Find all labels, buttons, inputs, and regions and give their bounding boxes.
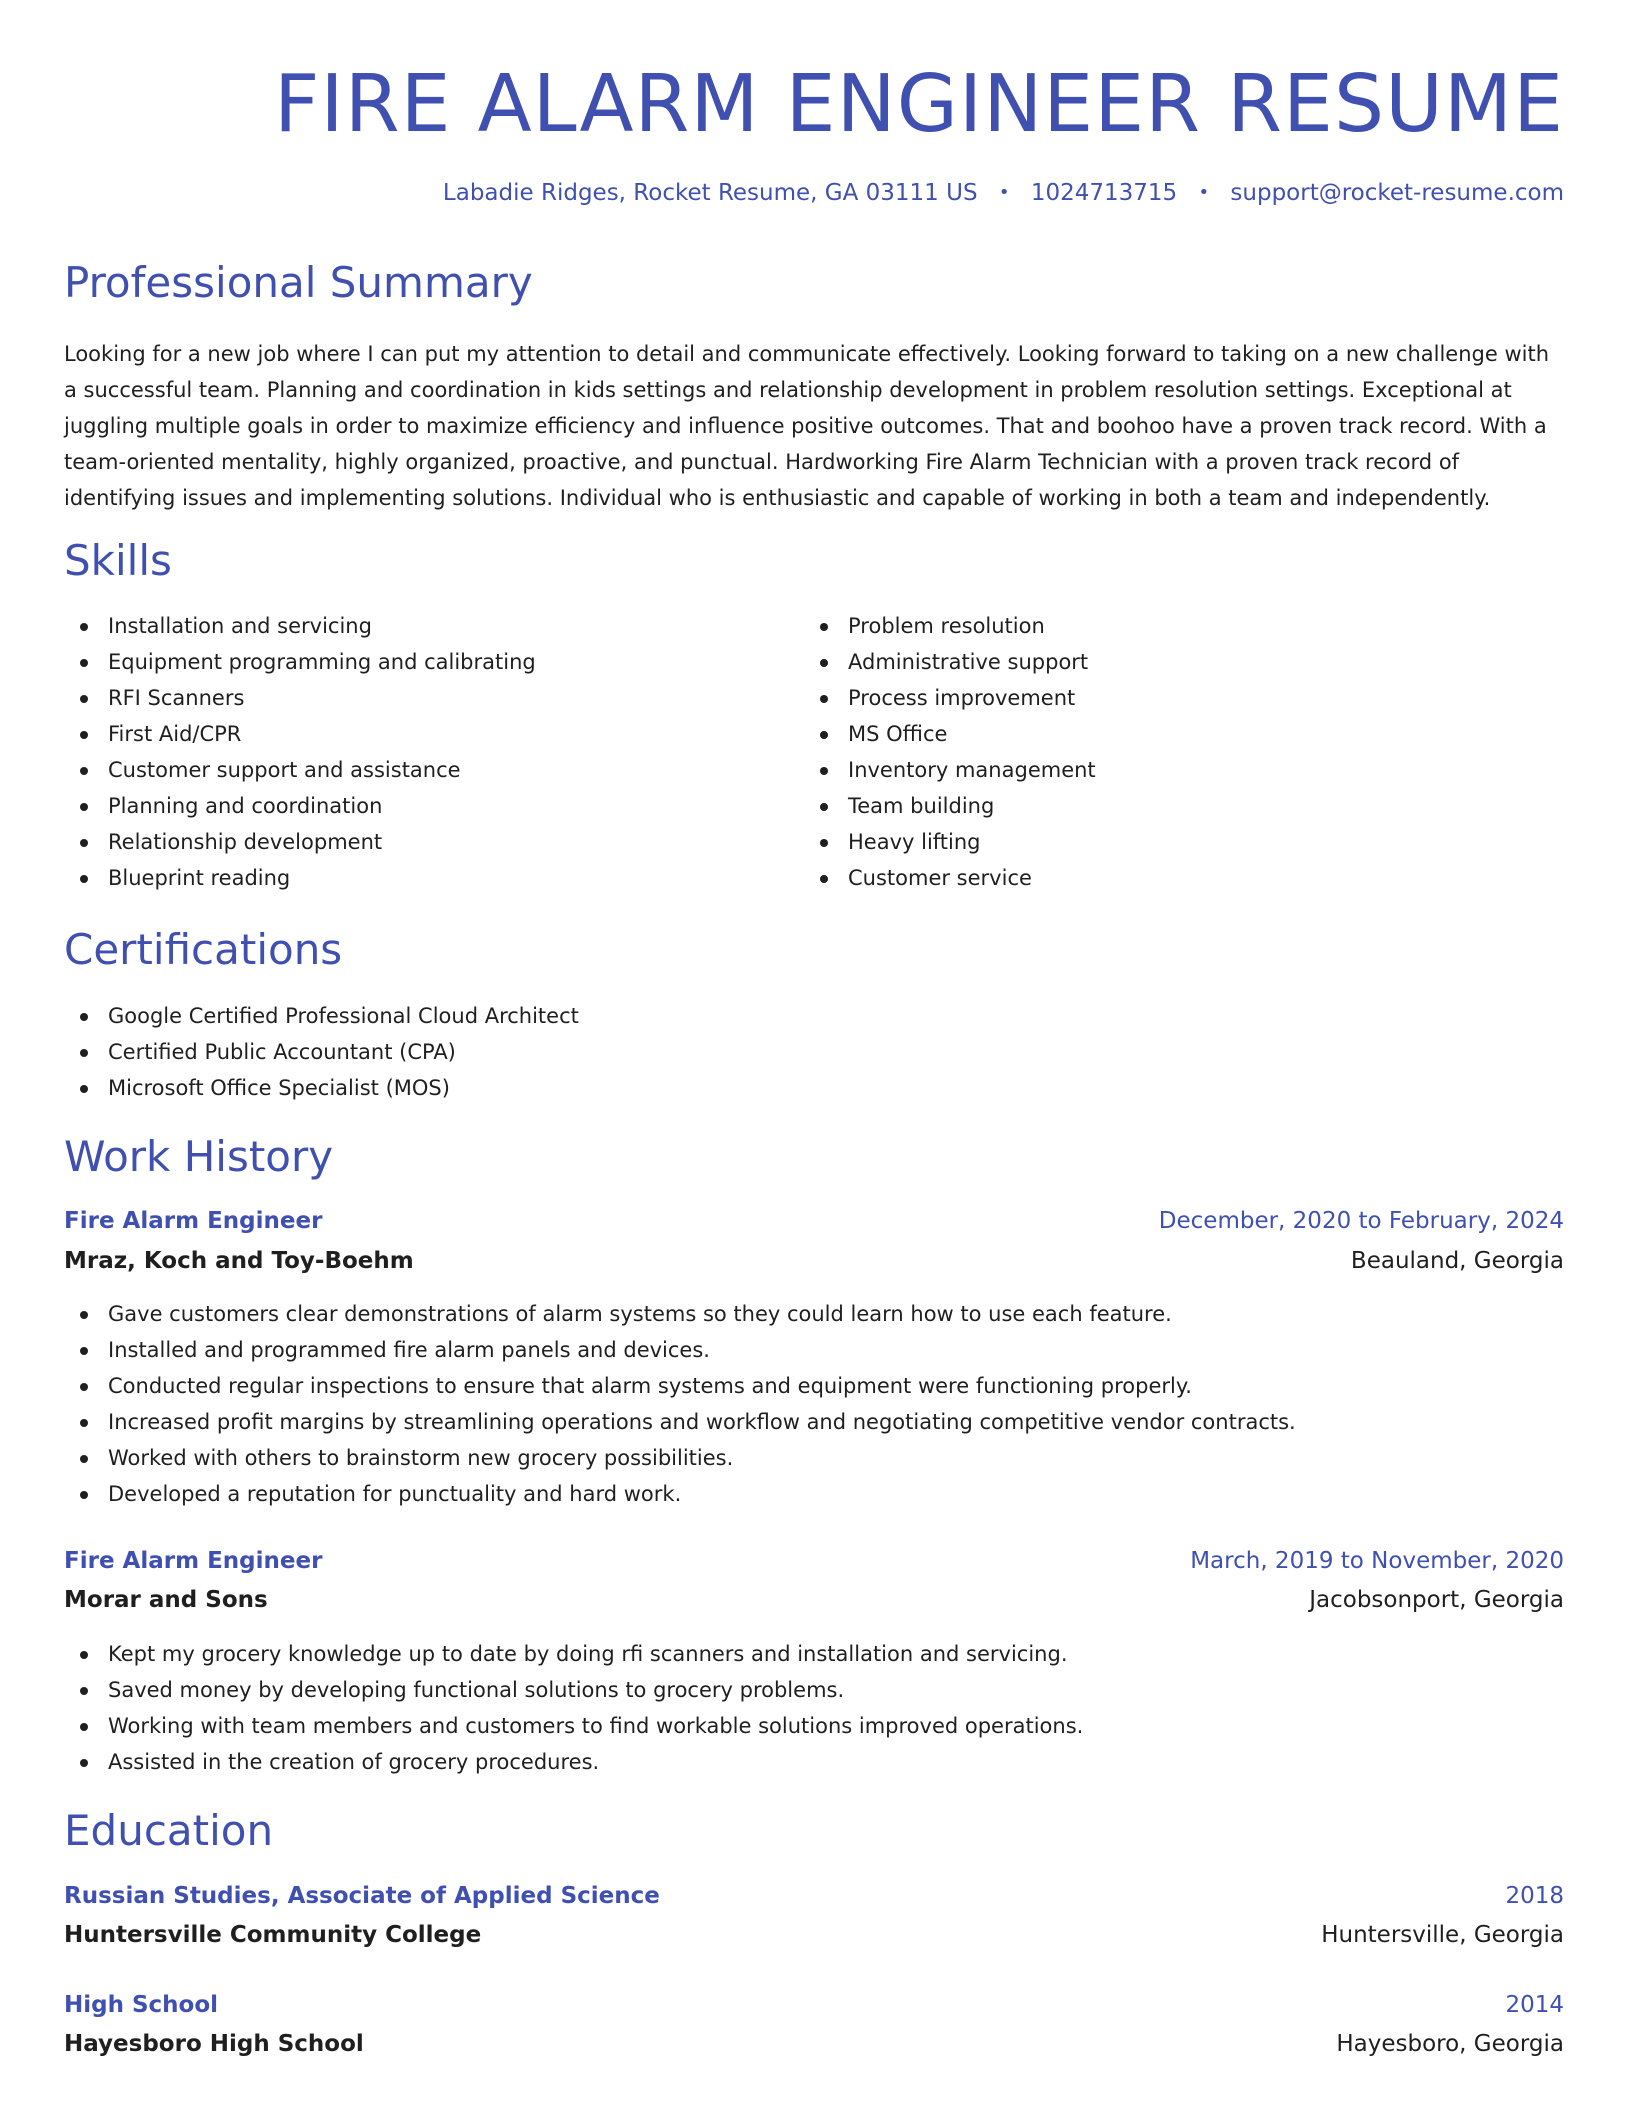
education-school-row [64, 1922, 1564, 1952]
degree-title: High School [64, 1992, 219, 2018]
graduation-year: 2014 [1505, 1992, 1564, 2018]
job-dates: March, 2019 to November, 2020 [1190, 1548, 1564, 1574]
list-item: Working with team members and customers to find workable solutions improved operations. [64, 1708, 1083, 1744]
job-title: Fire Alarm Engineer [64, 1548, 323, 1574]
list-item: Conducted regular inspections to ensure that alarm systems and equipment were functioning properly. [64, 1368, 1296, 1404]
list-item: Worked with others to brainstorm new grocery possibilities. [64, 1440, 1296, 1476]
list-item: Planning and coordination [64, 788, 536, 824]
job-header-row [64, 1548, 1564, 1578]
job-location: Jacobsonport, Georgia [1309, 1587, 1564, 1613]
job-location: Beauland, Georgia [1350, 1248, 1564, 1274]
list-item: Increased profit margins by streamlining operations and workflow and negotiating competitive vendor contracts. [64, 1404, 1296, 1440]
list-item: Relationship development [64, 824, 536, 860]
list-item: Customer service [804, 860, 1096, 896]
work-history-heading: Work History [64, 1132, 334, 1181]
resume-title: FIRE ALARM ENGINEER RESUME [273, 58, 1564, 150]
list-item: Assisted in the creation of grocery procedures. [64, 1744, 1083, 1780]
list-item: Inventory management [804, 752, 1096, 788]
address-text: Labadie Ridges, Rocket Resume, GA 03111 US [442, 180, 978, 206]
list-item: Saved money by developing functional solutions to grocery problems. [64, 1672, 1083, 1708]
list-item: Installed and programmed fire alarm panels and devices. [64, 1332, 1296, 1368]
job-company: Mraz, Koch and Toy-Boehm [64, 1248, 414, 1274]
education-school-row [64, 2031, 1564, 2061]
skills-list-left [64, 608, 536, 896]
list-item: Administrative support [804, 644, 1096, 680]
skills-heading: Skills [64, 536, 172, 585]
list-item: Developed a reputation for punctuality and hard work. [64, 1476, 1296, 1512]
list-item: Equipment programming and calibrating [64, 644, 536, 680]
list-item: Blueprint reading [64, 860, 536, 896]
list-item: Installation and servicing [64, 608, 536, 644]
list-item: Heavy lifting [804, 824, 1096, 860]
school-name: Huntersville Community College [64, 1922, 482, 1948]
job-company-row [64, 1248, 1564, 1278]
list-item: Customer support and assistance [64, 752, 536, 788]
education-header-row [64, 1992, 1564, 2022]
job-dates: December, 2020 to February, 2024 [1158, 1208, 1564, 1234]
job-company: Morar and Sons [64, 1587, 268, 1613]
list-item: First Aid/CPR [64, 716, 536, 752]
school-location: Huntersville, Georgia [1321, 1922, 1564, 1948]
list-item: Google Certified Professional Cloud Architect [64, 998, 579, 1034]
list-item: RFI Scanners [64, 680, 536, 716]
email-link[interactable]: support@rocket-resume.com [1230, 180, 1564, 206]
list-item: Team building [804, 788, 1096, 824]
list-item: Certified Public Accountant (CPA) [64, 1034, 579, 1070]
job-company-row [64, 1587, 1564, 1617]
education-header-row [64, 1883, 1564, 1913]
certifications-list [64, 998, 579, 1106]
degree-title: Russian Studies, Associate of Applied Science [64, 1883, 660, 1909]
certifications-heading: Certifications [64, 925, 343, 974]
list-item: Kept my grocery knowledge up to date by doing rfi scanners and installation and servicing. [64, 1636, 1083, 1672]
school-location: Hayesboro, Georgia [1336, 2031, 1564, 2057]
separator-dot-icon: • [1198, 182, 1210, 203]
list-item: Microsoft Office Specialist (MOS) [64, 1070, 579, 1106]
school-name: Hayesboro High School [64, 2031, 364, 2057]
summary-text: Looking for a new job where I can put my attention to detail and communicate effectively. Looking forward to taking on a new challenge with a successful team. Planning and coordination in kids settings and relationship development in problem resolution settings. Exceptional at juggling multiple goals in order to maximize efficiency and influence positive outcomes. That and boohoo have a proven track record. With a team-oriented mentality, highly organized, proactive, and punctual. Hardworking Fire Alarm Technician with a proven track record of identifying issues and implementing solutions. Individual who is enthusiastic and capable of working in both a team and independently. [64, 342, 1550, 510]
job-header-row [64, 1208, 1564, 1238]
list-item: Gave customers clear demonstrations of alarm systems so they could learn how to use each feature. [64, 1296, 1296, 1332]
phone-text: 1024713715 [1030, 180, 1178, 206]
separator-dot-icon: • [998, 182, 1010, 203]
education-heading: Education [64, 1806, 274, 1855]
job-title: Fire Alarm Engineer [64, 1208, 323, 1234]
list-item: MS Office [804, 716, 1096, 752]
skills-list-right [804, 608, 1096, 896]
list-item: Process improvement [804, 680, 1096, 716]
graduation-year: 2018 [1505, 1883, 1564, 1909]
contact-line [443, 180, 1564, 206]
job-bullets [64, 1296, 1296, 1512]
job-bullets [64, 1636, 1083, 1780]
list-item: Problem resolution [804, 608, 1096, 644]
summary-heading: Professional Summary [64, 258, 533, 307]
